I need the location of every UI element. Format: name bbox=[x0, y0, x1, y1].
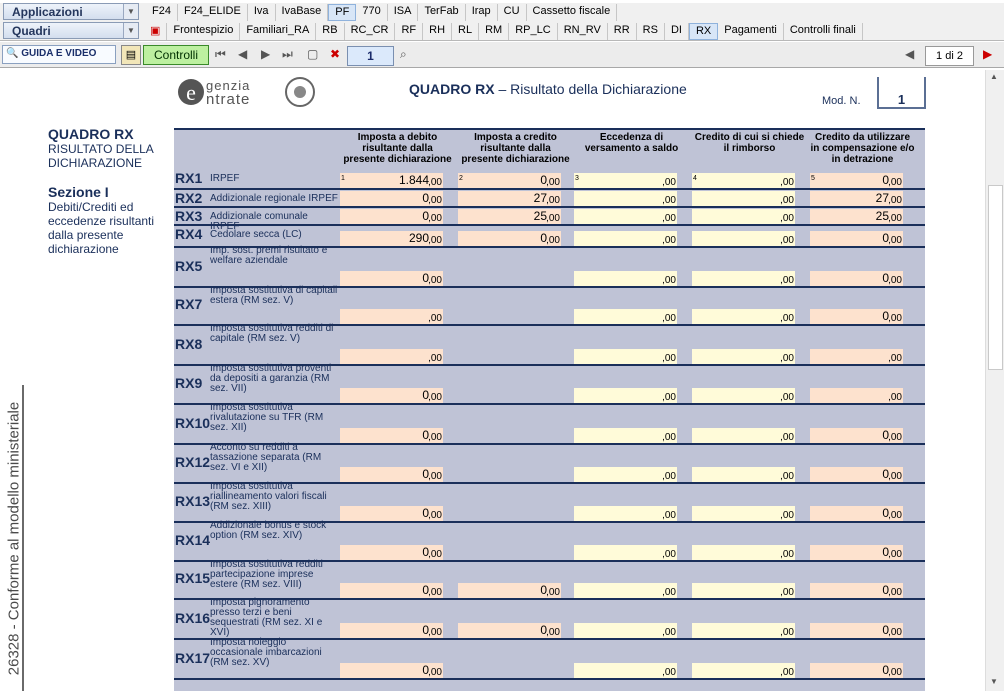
row-rx2 bbox=[174, 190, 925, 208]
quadri-label: Quadri bbox=[12, 24, 51, 38]
row-desc: Imposta pignoramento presso terzi e beni sequestrati (RM sez. XI e XVI) bbox=[210, 597, 323, 638]
header-col-4: Credito di cui si chiede il rimborso bbox=[694, 132, 805, 154]
row-code: RX7 bbox=[175, 296, 203, 312]
delete-page-icon[interactable]: ✖ bbox=[330, 47, 341, 61]
tab-rh[interactable]: RH bbox=[423, 23, 452, 40]
row-code: RX10 bbox=[175, 415, 211, 431]
title-bold: QUADRO RX bbox=[409, 81, 495, 97]
left-subtitle: RISULTATO DELLA DICHIARAZIONE bbox=[48, 142, 154, 170]
field-rx13-col4[interactable] bbox=[692, 506, 795, 521]
field-rx13-col3[interactable] bbox=[574, 506, 677, 521]
field-rx12-col1[interactable] bbox=[340, 467, 443, 482]
quadri-combo[interactable] bbox=[3, 22, 139, 39]
svg-text:genzia: genzia bbox=[206, 78, 251, 93]
field-value: 0 bbox=[422, 467, 429, 481]
row-rx7 bbox=[174, 285, 925, 326]
field-rx9-col1[interactable] bbox=[340, 388, 443, 403]
row-rx12 bbox=[174, 442, 925, 484]
field-rx17-col3[interactable] bbox=[574, 663, 677, 678]
document-icon[interactable]: ▤ bbox=[121, 45, 141, 65]
row-rx1 bbox=[174, 170, 925, 190]
field-rx1-col1[interactable] bbox=[340, 173, 443, 188]
side-text: 26328 - Conforme al modello ministeriale bbox=[5, 401, 23, 676]
row-rx8 bbox=[174, 323, 925, 366]
field-number: 1 bbox=[341, 175, 345, 182]
field-value: 0 bbox=[882, 663, 889, 677]
tab-770[interactable]: 770 bbox=[356, 4, 387, 21]
scroll-thumb[interactable] bbox=[988, 185, 1003, 370]
tab-rs[interactable]: RS bbox=[637, 23, 665, 40]
field-rx5-col1[interactable] bbox=[340, 271, 443, 286]
guida-video-button[interactable]: 🔍 GUIDA E VIDEO bbox=[2, 45, 116, 64]
tab-ivabase[interactable]: IvaBase bbox=[276, 4, 329, 21]
left-title: QUADRO RX bbox=[48, 126, 134, 142]
field-rx17-col5[interactable] bbox=[810, 663, 903, 678]
field-rx12-col3[interactable] bbox=[574, 467, 677, 482]
apps-bar bbox=[0, 3, 1004, 22]
field-value: 0 bbox=[422, 663, 429, 677]
field-value: 0 bbox=[882, 583, 889, 597]
field-value: 0 bbox=[422, 388, 429, 402]
tab-rr[interactable]: RR bbox=[608, 23, 637, 40]
form-area bbox=[0, 70, 985, 691]
row-rx15 bbox=[174, 559, 925, 600]
field-rx5-col5[interactable] bbox=[810, 271, 903, 286]
title-rest: – Risultato della Dichiarazione bbox=[498, 81, 687, 97]
tab-di[interactable]: DI bbox=[665, 23, 689, 40]
field-value: 0 bbox=[882, 506, 889, 520]
field-value: 0 bbox=[540, 623, 547, 637]
svg-text:e: e bbox=[186, 80, 196, 105]
field-number: 3 bbox=[575, 175, 579, 182]
field-rx7-col1[interactable] bbox=[340, 309, 443, 324]
row-code: RX15 bbox=[175, 570, 211, 586]
field-rx9-col4[interactable] bbox=[692, 388, 795, 403]
field-rx5-col4[interactable] bbox=[692, 271, 795, 286]
field-rx4-col4[interactable] bbox=[692, 231, 795, 246]
last-page-icon[interactable]: ⏭ bbox=[282, 47, 293, 61]
field-rx1-col3[interactable] bbox=[574, 173, 677, 188]
header-col-1: Imposta a debito risultante dalla presente dichiarazione bbox=[343, 132, 452, 165]
field-rx14-col1[interactable] bbox=[340, 545, 443, 560]
field-value: 0 bbox=[882, 467, 889, 481]
row-desc: Imposta sostitutiva riallineamento valori fiscali (RM sez. XIII) bbox=[210, 481, 327, 512]
field-rx8-col5[interactable] bbox=[810, 349, 903, 364]
tab-cu[interactable]: CU bbox=[498, 4, 527, 21]
field-value: 0 bbox=[882, 271, 889, 285]
field-rx9-col5[interactable] bbox=[810, 388, 903, 403]
field-rx10-col1[interactable] bbox=[340, 428, 443, 443]
pdf-icon[interactable]: ▣ bbox=[144, 23, 167, 40]
field-value: 27 bbox=[875, 191, 889, 205]
prev-page-icon[interactable]: ◀ bbox=[238, 47, 248, 61]
next-module-icon[interactable]: ▶ bbox=[983, 47, 993, 61]
prev-module-icon[interactable]: ◀ bbox=[905, 47, 915, 61]
tab-f24[interactable]: F24 bbox=[146, 4, 178, 21]
tab-controlli finali[interactable]: Controlli finali bbox=[784, 23, 863, 40]
field-rx8-col3[interactable] bbox=[574, 349, 677, 364]
field-value: 290 bbox=[408, 231, 429, 245]
row-desc: Imposta sostitutiva redditi di capitale (RM sez. V) bbox=[210, 323, 334, 344]
field-rx1-col5[interactable] bbox=[810, 173, 903, 188]
tab-rm[interactable]: RM bbox=[479, 23, 509, 40]
row-desc: IRPEF bbox=[210, 173, 240, 184]
left-info bbox=[48, 126, 174, 256]
field-value: 25 bbox=[875, 209, 889, 223]
tab-terfab[interactable]: TerFab bbox=[418, 4, 465, 21]
tab-irap[interactable]: Irap bbox=[466, 4, 498, 21]
chevron-down-icon[interactable]: ▼ bbox=[123, 4, 138, 19]
row-desc: Addizionale comunale IRPEF bbox=[210, 211, 308, 232]
agenzia-entrate-logo bbox=[174, 70, 324, 110]
field-rx7-col4[interactable] bbox=[692, 309, 795, 324]
row-code: RX5 bbox=[175, 258, 203, 274]
field-value: 0 bbox=[422, 545, 429, 559]
field-rx14-col3[interactable] bbox=[574, 545, 677, 560]
row-desc: Imposta sostitutiva proventi da depositi a garanzia (RM sez. VII) bbox=[210, 363, 332, 394]
field-rx2-col4[interactable] bbox=[692, 191, 795, 206]
applicazioni-combo[interactable] bbox=[3, 3, 139, 20]
tab-pf[interactable]: PF bbox=[328, 4, 356, 21]
new-page-icon[interactable]: ▢ bbox=[307, 47, 319, 61]
next-page-icon[interactable]: ▶ bbox=[261, 47, 271, 61]
field-rx15-col1[interactable] bbox=[340, 583, 443, 598]
field-rx17-col1[interactable] bbox=[340, 663, 443, 678]
field-rx12-col5[interactable] bbox=[810, 467, 903, 482]
row-rx9 bbox=[174, 363, 925, 405]
tab-iva[interactable]: Iva bbox=[248, 4, 276, 21]
field-rx14-col5[interactable] bbox=[810, 545, 903, 560]
field-value: 0 bbox=[882, 623, 889, 637]
vertical-scrollbar[interactable] bbox=[985, 70, 1004, 691]
tab-frontespizio[interactable]: Frontespizio bbox=[167, 23, 240, 40]
field-value: 0 bbox=[422, 583, 429, 597]
applicazioni-label: Applicazioni bbox=[12, 5, 83, 19]
row-rx10 bbox=[174, 402, 925, 445]
header-col-2: Imposta a credito risultante dalla presente dichiarazione bbox=[461, 132, 570, 165]
tab-pagamenti[interactable]: Pagamenti bbox=[718, 23, 784, 40]
field-rx16-col3[interactable] bbox=[574, 623, 677, 638]
row-desc: Addizionale regionale IRPEF bbox=[210, 193, 338, 204]
field-value: 0 bbox=[882, 231, 889, 245]
field-rx1-col4[interactable] bbox=[692, 173, 795, 188]
row-desc: Addizionale bonus e stock option (RM sez. XIV) bbox=[210, 520, 327, 541]
row-code: RX16 bbox=[175, 610, 211, 626]
field-rx3-col3[interactable] bbox=[574, 209, 677, 224]
field-rx14-col4[interactable] bbox=[692, 545, 795, 560]
controlli-button[interactable]: Controlli bbox=[143, 45, 209, 65]
field-rx3-col5[interactable] bbox=[810, 209, 903, 224]
field-rx3-col1[interactable] bbox=[340, 209, 443, 224]
row-code: RX8 bbox=[175, 336, 203, 352]
field-rx2-col3[interactable] bbox=[574, 191, 677, 206]
tab-rf[interactable]: RF bbox=[395, 23, 423, 40]
row-rx16 bbox=[174, 597, 925, 640]
field-rx4-col2[interactable] bbox=[458, 231, 561, 246]
section-desc: Debiti/Crediti ed eccedenze risultanti dalla presente dichiarazione bbox=[48, 200, 155, 256]
field-rx15-col5[interactable] bbox=[810, 583, 903, 598]
field-rx7-col3[interactable] bbox=[574, 309, 677, 324]
mod-number[interactable]: 1 bbox=[877, 77, 926, 109]
field-rx7-col5[interactable] bbox=[810, 309, 903, 324]
field-value: 0 bbox=[882, 309, 889, 323]
svg-text:ntrate: ntrate bbox=[206, 91, 251, 108]
tab-rl[interactable]: RL bbox=[452, 23, 479, 40]
row-desc: Imposta sostitutiva redditi partecipazione imprese estere (RM sez. VIII) bbox=[210, 559, 323, 590]
field-value: 0 bbox=[540, 583, 547, 597]
field-value: 0 bbox=[422, 623, 429, 637]
mod-label: Mod. N. bbox=[822, 95, 861, 107]
field-value: 0 bbox=[422, 506, 429, 520]
quadro-title bbox=[409, 81, 687, 97]
field-rx15-col4[interactable] bbox=[692, 583, 795, 598]
tab-isa[interactable]: ISA bbox=[388, 4, 419, 21]
field-rx4-col5[interactable] bbox=[810, 231, 903, 246]
row-desc: Imp. sost. premi risultato e welfare aziendale bbox=[210, 245, 328, 266]
field-rx2-col2[interactable] bbox=[458, 191, 561, 206]
field-rx10-col5[interactable] bbox=[810, 428, 903, 443]
row-desc: Imposta sostitutiva rivalutazione su TFR (RM sez. XII) bbox=[210, 402, 324, 433]
field-rx16-col4[interactable] bbox=[692, 623, 795, 638]
field-rx4-col3[interactable] bbox=[574, 231, 677, 246]
search-icon[interactable]: ⌕ bbox=[400, 47, 407, 61]
field-rx3-col2[interactable] bbox=[458, 209, 561, 224]
field-rx4-col1[interactable] bbox=[340, 231, 443, 246]
tab-f24_elide[interactable]: F24_ELIDE bbox=[178, 4, 248, 21]
row-desc: Imposta sostitutiva di capitali estera (RM sez. V) bbox=[210, 285, 338, 306]
field-number: 5 bbox=[811, 175, 815, 182]
app-tabs bbox=[146, 4, 617, 21]
row-rx3 bbox=[174, 208, 925, 232]
row-rx5 bbox=[174, 245, 925, 288]
row-code: RX12 bbox=[175, 454, 211, 470]
tab-cassetto fiscale[interactable]: Cassetto fiscale bbox=[527, 4, 618, 21]
field-rx2-col1[interactable] bbox=[340, 191, 443, 206]
field-rx3-col4[interactable] bbox=[692, 209, 795, 224]
tab-rx[interactable]: RX bbox=[689, 23, 718, 40]
field-rx1-col2[interactable] bbox=[458, 173, 561, 188]
field-rx16-col5[interactable] bbox=[810, 623, 903, 638]
field-value: 25 bbox=[533, 209, 547, 223]
row-code: RX13 bbox=[175, 493, 211, 509]
field-rx16-col2[interactable] bbox=[458, 623, 561, 638]
tab-rn_rv[interactable]: RN_RV bbox=[558, 23, 608, 40]
scroll-down-icon[interactable]: ▼ bbox=[990, 677, 998, 686]
scroll-up-icon[interactable]: ▲ bbox=[990, 72, 998, 81]
first-page-icon[interactable]: ⏮ bbox=[215, 47, 226, 61]
row-code: RX1 bbox=[175, 170, 203, 186]
row-code: RX17 bbox=[175, 650, 211, 666]
header-col-3: Eccedenza di versamento a saldo bbox=[584, 132, 679, 154]
row-desc: Imposta noleggio occasionale imbarcazioni (RM sez. XV) bbox=[210, 637, 322, 668]
field-value: 0 bbox=[540, 231, 547, 245]
field-rx8-col1[interactable] bbox=[340, 349, 443, 364]
field-value: 0 bbox=[422, 271, 429, 285]
tab-rp_lc[interactable]: RP_LC bbox=[509, 23, 557, 40]
header-col-5: Credito da utilizzare in compensazione e/o in detrazione bbox=[810, 132, 915, 165]
field-rx13-col5[interactable] bbox=[810, 506, 903, 521]
chevron-down-icon[interactable]: ▼ bbox=[123, 23, 138, 38]
tab-rc_cr[interactable]: RC_CR bbox=[345, 23, 396, 40]
row-code: RX2 bbox=[175, 190, 203, 206]
field-rx17-col4[interactable] bbox=[692, 663, 795, 678]
toolbar bbox=[0, 42, 1004, 68]
side-label bbox=[4, 385, 24, 691]
field-rx9-col3[interactable] bbox=[574, 388, 677, 403]
field-rx13-col1[interactable] bbox=[340, 506, 443, 521]
row-rx17 bbox=[174, 637, 925, 680]
field-value: 0 bbox=[540, 173, 547, 187]
field-rx16-col1[interactable] bbox=[340, 623, 443, 638]
section-title: Sezione I bbox=[48, 184, 109, 200]
field-rx8-col4[interactable] bbox=[692, 349, 795, 364]
tab-rb[interactable]: RB bbox=[316, 23, 344, 40]
row-desc: Cedolare secca (LC) bbox=[210, 229, 302, 240]
field-rx15-col2[interactable] bbox=[458, 583, 561, 598]
page-number-box[interactable]: 1 bbox=[347, 46, 394, 66]
quadri-tabs bbox=[144, 23, 863, 40]
field-number: 2 bbox=[459, 175, 463, 182]
field-number: 4 bbox=[693, 175, 697, 182]
field-value: 0 bbox=[422, 428, 429, 442]
field-value: 27 bbox=[533, 191, 547, 205]
quadri-bar bbox=[0, 22, 1004, 41]
field-rx10-col3[interactable] bbox=[574, 428, 677, 443]
field-rx12-col4[interactable] bbox=[692, 467, 795, 482]
row-code: RX4 bbox=[175, 226, 203, 242]
row-rx13 bbox=[174, 481, 925, 523]
field-value: 0 bbox=[422, 191, 429, 205]
field-rx2-col5[interactable] bbox=[810, 191, 903, 206]
field-value: 1.844 bbox=[398, 173, 429, 187]
field-value: 0 bbox=[882, 428, 889, 442]
field-value: 0 bbox=[882, 173, 889, 187]
page-of-indicator: 1 di 2 bbox=[925, 46, 974, 66]
field-rx15-col3[interactable] bbox=[574, 583, 677, 598]
row-rx14 bbox=[174, 520, 925, 562]
row-code: RX9 bbox=[175, 375, 203, 391]
row-code: RX14 bbox=[175, 532, 211, 548]
row-desc: Acconto su redditi a tassazione separata (RM sez. VI e XII) bbox=[210, 442, 322, 473]
field-rx5-col3[interactable] bbox=[574, 271, 677, 286]
rx-table bbox=[174, 128, 925, 691]
tab-familiari_ra[interactable]: Familiari_RA bbox=[240, 23, 316, 40]
logo-graphic bbox=[174, 70, 324, 110]
field-value: 0 bbox=[882, 545, 889, 559]
field-rx10-col4[interactable] bbox=[692, 428, 795, 443]
guida-label: GUIDA E VIDEO bbox=[21, 48, 97, 59]
field-value: 0 bbox=[422, 209, 429, 223]
row-code: RX3 bbox=[175, 208, 203, 224]
